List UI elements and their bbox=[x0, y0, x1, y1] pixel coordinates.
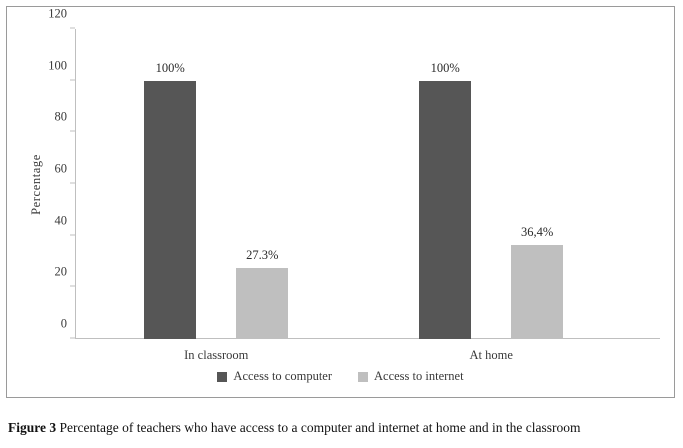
y-tick-label-100: 100 bbox=[48, 58, 67, 73]
bar-group-at-home bbox=[379, 29, 642, 362]
y-tick-mark bbox=[70, 338, 75, 339]
bar-group-in-classroom bbox=[104, 29, 367, 362]
legend-item-access-to-computer[interactable] bbox=[217, 369, 332, 384]
plot-area bbox=[48, 6, 660, 362]
y-tick-label-40: 40 bbox=[54, 213, 67, 228]
figure-border bbox=[6, 6, 675, 398]
legend-label: Access to internet bbox=[374, 369, 464, 383]
y-tick-mark bbox=[70, 234, 75, 235]
legend-label: Access to computer bbox=[233, 369, 332, 383]
bar-value-label: 100% bbox=[430, 60, 460, 75]
y-tick-label-0: 0 bbox=[60, 316, 67, 331]
bar-value-label: 27.3% bbox=[246, 248, 279, 263]
y-tick-label-60: 60 bbox=[54, 161, 67, 176]
figure-caption-text: Percentage of teachers who have access to a computer and internet at home and in the classroom bbox=[56, 420, 581, 435]
y-tick-label-120: 120 bbox=[48, 6, 67, 21]
bar-at-home-access-to-computer[interactable] bbox=[419, 60, 471, 339]
y-axis-title-label: Percentage bbox=[28, 153, 43, 215]
y-axis-line bbox=[75, 29, 76, 339]
y-tick-label-80: 80 bbox=[54, 109, 67, 124]
y-tick-mark bbox=[70, 286, 75, 287]
y-tick-mark bbox=[70, 28, 75, 29]
bar-in-classroom-access-to-internet[interactable] bbox=[236, 248, 288, 339]
y-tick-mark bbox=[70, 183, 75, 184]
bar-value-label: 36,4% bbox=[521, 224, 554, 239]
figure-caption bbox=[8, 420, 675, 437]
legend-item-access-to-internet[interactable] bbox=[358, 369, 464, 384]
figure-caption-label: Figure 3 bbox=[8, 420, 57, 435]
legend-swatch-icon bbox=[217, 372, 227, 382]
y-tick-label-20: 20 bbox=[54, 264, 67, 279]
bar-in-classroom-access-to-computer[interactable] bbox=[144, 60, 196, 339]
bar-value-label: 100% bbox=[155, 60, 185, 75]
x-category-label-at-home: At home bbox=[469, 348, 513, 362]
y-axis-title bbox=[27, 29, 45, 339]
legend-swatch-icon bbox=[358, 372, 368, 382]
x-category-label-in-classroom: In classroom bbox=[184, 348, 249, 362]
chart-legend bbox=[7, 369, 674, 384]
y-tick-mark bbox=[70, 79, 75, 80]
bar-at-home-access-to-internet[interactable] bbox=[511, 224, 563, 339]
y-tick-mark bbox=[70, 131, 75, 132]
